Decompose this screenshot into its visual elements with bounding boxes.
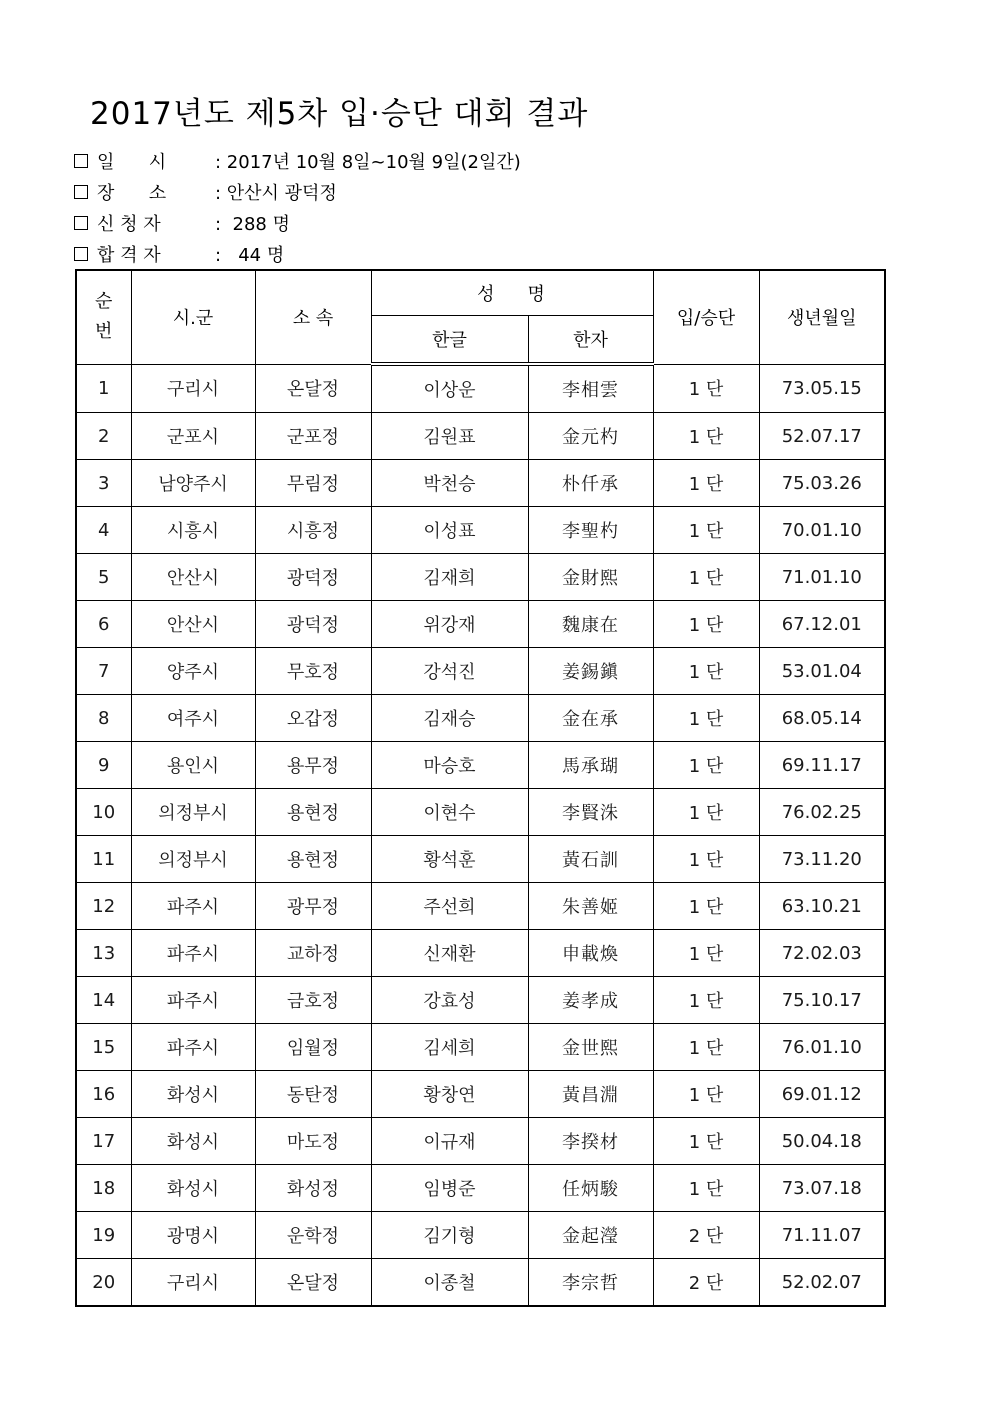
cell-birth: 63.10.21 (759, 883, 885, 930)
cell-club: 무림정 (255, 460, 371, 507)
cell-birth: 70.01.10 (759, 507, 885, 554)
table-row (76, 460, 885, 507)
cell-name-hangul: 김재희 (371, 554, 528, 601)
header-name: 성 명 (371, 270, 653, 316)
info-applicants (74, 207, 521, 238)
cell-club: 교하정 (255, 930, 371, 977)
info-label: 장 소 (97, 182, 167, 204)
cell-rank: 1 단 (653, 413, 759, 460)
cell-name-hangul: 이규재 (371, 1118, 528, 1165)
cell-birth: 73.07.18 (759, 1165, 885, 1212)
cell-birth: 71.11.07 (759, 1212, 885, 1259)
info-place (74, 176, 521, 207)
table-row (76, 695, 885, 742)
info-value: : 44 명 (215, 244, 285, 266)
table-row (76, 648, 885, 695)
cell-rank: 1 단 (653, 1071, 759, 1118)
cell-name-hangul: 강효성 (371, 977, 528, 1024)
cell-no: 9 (76, 742, 131, 789)
cell-rank: 2 단 (653, 1212, 759, 1259)
info-label: 일 시 (97, 151, 167, 173)
cell-no: 4 (76, 507, 131, 554)
cell-city: 시흥시 (131, 507, 255, 554)
cell-name-hanja: 金世熙 (528, 1024, 653, 1071)
cell-rank: 1 단 (653, 836, 759, 883)
cell-name-hanja: 朴仟承 (528, 460, 653, 507)
cell-name-hangul: 마승호 (371, 742, 528, 789)
cell-club: 동탄정 (255, 1071, 371, 1118)
cell-name-hanja: 朱善姬 (528, 883, 653, 930)
cell-no: 18 (76, 1165, 131, 1212)
cell-name-hanja: 魏康在 (528, 601, 653, 648)
cell-city: 구리시 (131, 1259, 255, 1307)
table-row (76, 930, 885, 977)
cell-no: 17 (76, 1118, 131, 1165)
cell-birth: 68.05.14 (759, 695, 885, 742)
table-row (76, 364, 885, 413)
cell-club: 용현정 (255, 789, 371, 836)
cell-birth: 69.01.12 (759, 1071, 885, 1118)
cell-birth: 69.11.17 (759, 742, 885, 789)
cell-birth: 72.02.03 (759, 930, 885, 977)
cell-name-hanja: 姜孝成 (528, 977, 653, 1024)
cell-no: 19 (76, 1212, 131, 1259)
cell-club: 광덕정 (255, 601, 371, 648)
cell-name-hanja: 李宗哲 (528, 1259, 653, 1307)
cell-birth: 67.12.01 (759, 601, 885, 648)
cell-name-hangul: 이종철 (371, 1259, 528, 1307)
info-date (74, 145, 521, 176)
cell-no: 5 (76, 554, 131, 601)
cell-rank: 1 단 (653, 554, 759, 601)
table-row (76, 1259, 885, 1307)
info-label: 신 청 자 (97, 213, 161, 235)
cell-no: 3 (76, 460, 131, 507)
cell-name-hanja: 姜錫鎭 (528, 648, 653, 695)
cell-rank: 2 단 (653, 1259, 759, 1307)
cell-club: 오갑정 (255, 695, 371, 742)
table-row (76, 1071, 885, 1118)
info-value: : 288 명 (215, 213, 290, 235)
checkbox-icon (74, 247, 88, 261)
cell-city: 파주시 (131, 930, 255, 977)
cell-club: 마도정 (255, 1118, 371, 1165)
table-row (76, 977, 885, 1024)
cell-name-hanja: 任炳駿 (528, 1165, 653, 1212)
table-row (76, 554, 885, 601)
cell-rank: 1 단 (653, 601, 759, 648)
header-hangul: 한글 (371, 316, 528, 365)
cell-name-hanja: 金在承 (528, 695, 653, 742)
cell-name-hangul: 김재승 (371, 695, 528, 742)
cell-name-hangul: 황창연 (371, 1071, 528, 1118)
cell-no: 2 (76, 413, 131, 460)
cell-name-hangul: 김세희 (371, 1024, 528, 1071)
cell-name-hanja: 金起瀅 (528, 1212, 653, 1259)
cell-no: 16 (76, 1071, 131, 1118)
cell-city: 의정부시 (131, 836, 255, 883)
cell-no: 15 (76, 1024, 131, 1071)
checkbox-icon (74, 185, 88, 199)
cell-club: 시흥정 (255, 507, 371, 554)
cell-rank: 1 단 (653, 742, 759, 789)
table-row (76, 836, 885, 883)
table-row (76, 883, 885, 930)
cell-no: 20 (76, 1259, 131, 1307)
cell-rank: 1 단 (653, 789, 759, 836)
event-info-list (74, 145, 521, 269)
cell-birth: 76.02.25 (759, 789, 885, 836)
cell-no: 1 (76, 364, 131, 413)
info-value: : 안산시 광덕정 (215, 182, 337, 204)
header-rank: 입/승단 (653, 270, 759, 364)
header-birth: 생년월일 (759, 270, 885, 364)
table-row (76, 507, 885, 554)
cell-name-hangul: 황석훈 (371, 836, 528, 883)
table-row (76, 1024, 885, 1071)
cell-club: 온달정 (255, 364, 371, 413)
cell-city: 화성시 (131, 1071, 255, 1118)
header-order (76, 270, 131, 364)
cell-city: 군포시 (131, 413, 255, 460)
table-row (76, 601, 885, 648)
cell-no: 14 (76, 977, 131, 1024)
cell-rank: 1 단 (653, 883, 759, 930)
info-passed (74, 238, 521, 269)
cell-name-hangul: 이현수 (371, 789, 528, 836)
cell-club: 용무정 (255, 742, 371, 789)
cell-city: 구리시 (131, 364, 255, 413)
header-order-top: 순 (95, 291, 113, 313)
table-row (76, 1165, 885, 1212)
cell-no: 7 (76, 648, 131, 695)
cell-name-hanja: 李賢洙 (528, 789, 653, 836)
cell-club: 온달정 (255, 1259, 371, 1307)
cell-birth: 50.04.18 (759, 1118, 885, 1165)
cell-club: 군포정 (255, 413, 371, 460)
cell-name-hanja: 黃昌淵 (528, 1071, 653, 1118)
table-row (76, 789, 885, 836)
cell-rank: 1 단 (653, 507, 759, 554)
cell-name-hanja: 李揆材 (528, 1118, 653, 1165)
cell-city: 안산시 (131, 554, 255, 601)
cell-name-hangul: 위강재 (371, 601, 528, 648)
cell-city: 파주시 (131, 1024, 255, 1071)
info-value: : 2017년 10월 8일~10월 9일(2일간) (215, 151, 521, 173)
results-table (75, 269, 886, 1307)
cell-birth: 73.11.20 (759, 836, 885, 883)
cell-club: 금호정 (255, 977, 371, 1024)
cell-club: 무호정 (255, 648, 371, 695)
cell-name-hanja: 馬承瑚 (528, 742, 653, 789)
cell-city: 광명시 (131, 1212, 255, 1259)
cell-birth: 75.10.17 (759, 977, 885, 1024)
cell-club: 광덕정 (255, 554, 371, 601)
cell-club: 임월정 (255, 1024, 371, 1071)
cell-birth: 73.05.15 (759, 364, 885, 413)
table-row (76, 742, 885, 789)
cell-rank: 1 단 (653, 648, 759, 695)
info-label: 합 격 자 (97, 244, 161, 266)
table-row (76, 1212, 885, 1259)
cell-name-hangul: 김기형 (371, 1212, 528, 1259)
cell-name-hanja: 黃石訓 (528, 836, 653, 883)
table-row (76, 1118, 885, 1165)
cell-city: 파주시 (131, 977, 255, 1024)
cell-birth: 53.01.04 (759, 648, 885, 695)
header-club: 소 속 (255, 270, 371, 364)
cell-city: 화성시 (131, 1165, 255, 1212)
cell-no: 8 (76, 695, 131, 742)
header-order-bottom: 번 (95, 321, 113, 343)
cell-city: 파주시 (131, 883, 255, 930)
document-title: 2017년도 제5차 입·승단 대회 결과 (90, 96, 589, 132)
cell-city: 안산시 (131, 601, 255, 648)
cell-no: 11 (76, 836, 131, 883)
cell-city: 남양주시 (131, 460, 255, 507)
cell-name-hanja: 金元杓 (528, 413, 653, 460)
cell-name-hanja: 金財熙 (528, 554, 653, 601)
cell-name-hangul: 김원표 (371, 413, 528, 460)
cell-birth: 75.03.26 (759, 460, 885, 507)
cell-club: 용현정 (255, 836, 371, 883)
cell-birth: 52.02.07 (759, 1259, 885, 1307)
cell-rank: 1 단 (653, 695, 759, 742)
cell-rank: 1 단 (653, 977, 759, 1024)
checkbox-icon (74, 154, 88, 168)
cell-no: 13 (76, 930, 131, 977)
cell-rank: 1 단 (653, 930, 759, 977)
cell-name-hanja: 李相雲 (528, 364, 653, 413)
cell-name-hangul: 강석진 (371, 648, 528, 695)
cell-name-hangul: 박천승 (371, 460, 528, 507)
cell-name-hangul: 주선희 (371, 883, 528, 930)
cell-club: 운학정 (255, 1212, 371, 1259)
cell-name-hanja: 李聖杓 (528, 507, 653, 554)
cell-city: 용인시 (131, 742, 255, 789)
cell-no: 10 (76, 789, 131, 836)
cell-club: 화성정 (255, 1165, 371, 1212)
header-hanja: 한자 (528, 316, 653, 365)
cell-name-hangul: 신재환 (371, 930, 528, 977)
cell-rank: 1 단 (653, 1118, 759, 1165)
cell-birth: 52.07.17 (759, 413, 885, 460)
cell-name-hanja: 申載煥 (528, 930, 653, 977)
checkbox-icon (74, 216, 88, 230)
cell-birth: 71.01.10 (759, 554, 885, 601)
header-city: 시.군 (131, 270, 255, 364)
cell-city: 의정부시 (131, 789, 255, 836)
cell-city: 양주시 (131, 648, 255, 695)
cell-rank: 1 단 (653, 364, 759, 413)
cell-birth: 76.01.10 (759, 1024, 885, 1071)
cell-no: 12 (76, 883, 131, 930)
cell-name-hangul: 이성표 (371, 507, 528, 554)
cell-rank: 1 단 (653, 1024, 759, 1071)
cell-name-hangul: 임병준 (371, 1165, 528, 1212)
cell-rank: 1 단 (653, 1165, 759, 1212)
cell-no: 6 (76, 601, 131, 648)
cell-rank: 1 단 (653, 460, 759, 507)
cell-city: 화성시 (131, 1118, 255, 1165)
table-row (76, 413, 885, 460)
cell-club: 광무정 (255, 883, 371, 930)
cell-name-hangul: 이상운 (371, 364, 528, 413)
cell-city: 여주시 (131, 695, 255, 742)
